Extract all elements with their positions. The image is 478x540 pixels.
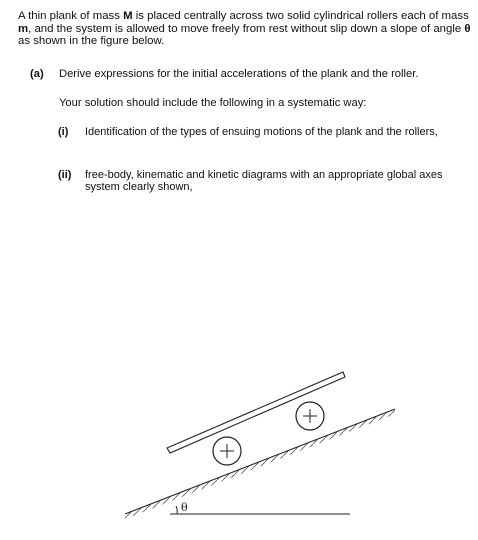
slope-angle-symbol: θ — [464, 22, 471, 35]
part-a — [30, 68, 418, 81]
item-i-label: (i) — [58, 126, 69, 138]
slope-hatching — [125, 409, 395, 519]
roller-lower — [213, 437, 241, 465]
intro-text-4: as shown in the figure below. — [18, 35, 165, 48]
plank-mass-symbol: M — [123, 10, 133, 22]
slope-line — [125, 409, 395, 514]
intro-text-1: A thin plank of mass — [18, 10, 124, 22]
intro-text-3: , and the system is allowed to move freely from rest without slip down a slope of angle — [28, 22, 465, 35]
instruction-text: Your solution should include the following in a systematic way: — [59, 97, 367, 109]
roller-mass-symbol: m — [18, 22, 29, 35]
item-ii-text: free-body, kinematic and kinetic diagrams with an appropriate global axes system clearly shown, — [85, 169, 443, 194]
angle-arc — [176, 506, 177, 514]
problem-intro — [18, 10, 473, 48]
intro-text-2: is placed centrally across two solid cylindrical rollers each of mass — [132, 10, 469, 22]
roller-upper — [296, 402, 324, 430]
item-i-text: Identification of the types of ensuing motions of the plank and the rollers, — [85, 126, 438, 138]
item-ii-label: (ii) — [58, 169, 72, 181]
plank-roller-figure — [115, 360, 405, 525]
part-a-label: (a) — [30, 68, 44, 80]
angle-label: θ — [181, 501, 188, 514]
part-a-text: Derive expressions for the initial accelerations of the plank and the roller. — [59, 68, 419, 80]
